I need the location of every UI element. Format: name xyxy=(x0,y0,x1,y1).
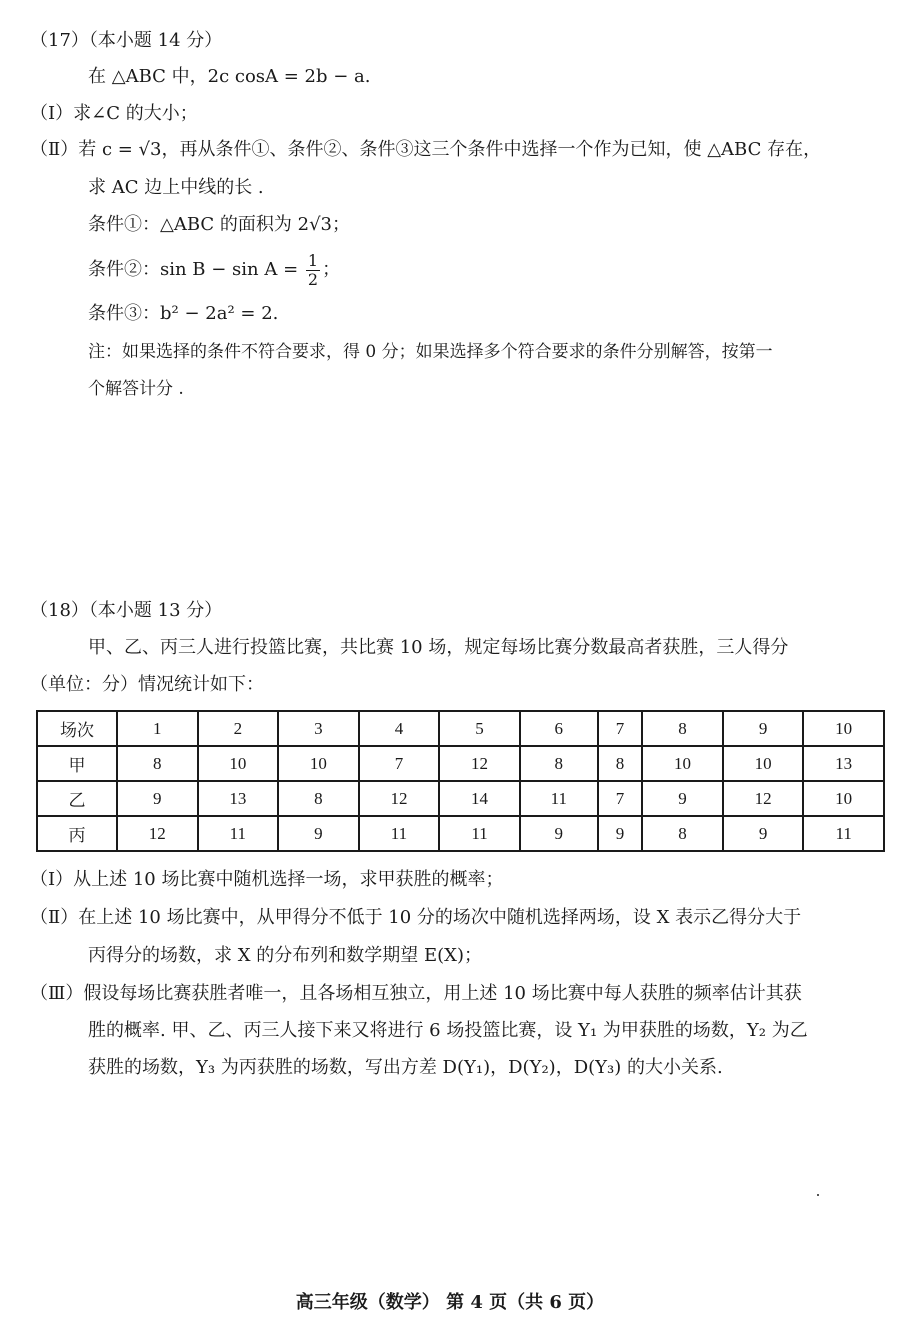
table-cell: 11 xyxy=(198,816,279,851)
fraction xyxy=(306,252,320,289)
table-cell: 11 xyxy=(520,781,598,816)
table-cell: 13 xyxy=(198,781,279,816)
table-cell: 10 xyxy=(278,746,359,781)
score-table xyxy=(36,710,885,852)
q17-condition-3: 条件③：b² − 2a² = 2. xyxy=(88,303,279,324)
table-cell: 7 xyxy=(598,711,643,746)
table-cell: 12 xyxy=(359,781,440,816)
table-cell: 12 xyxy=(439,746,520,781)
q18-part2-line1: 在上述 10 场比赛中，从甲得分不低于 10 分的场次中随机选择两场，设 X 表示乙得分大于 xyxy=(78,907,802,928)
table-cell: 9 xyxy=(278,816,359,851)
q18-part2-label: （Ⅱ） xyxy=(30,907,79,928)
q18-part2-line2: 丙得分的场数，求 X 的分布列和数学期望 E(X)； xyxy=(88,945,482,966)
table-cell: 1 xyxy=(117,711,198,746)
q17-part2-line1: 若 c = √3，再从条件①、条件②、条件③这三个条件中选择一个作为已知，使 △ABC 存在， xyxy=(78,139,822,160)
table-cell: 9 xyxy=(520,816,598,851)
fraction-numerator: 1 xyxy=(307,250,319,270)
table-cell: 8 xyxy=(117,746,198,781)
table-row xyxy=(37,711,884,746)
q18-stem-line2: （单位：分）情况统计如下： xyxy=(30,674,264,695)
table-row-header: 丙 xyxy=(37,816,117,851)
table-row xyxy=(37,781,884,816)
table-row xyxy=(37,816,884,851)
table-cell: 9 xyxy=(642,781,723,816)
q18-part3-label: （Ⅲ） xyxy=(30,983,84,1004)
q17-part1-label: （Ⅰ） xyxy=(30,103,74,124)
table-row xyxy=(37,746,884,781)
table-cell: 13 xyxy=(803,746,884,781)
q18-header: （18）（本小题 13 分） xyxy=(30,600,223,621)
q17-stem: 在 △ABC 中，2c cosA = 2b − a. xyxy=(88,66,371,87)
table-cell: 4 xyxy=(359,711,440,746)
table-cell: 10 xyxy=(723,746,804,781)
table-cell: 12 xyxy=(723,781,804,816)
q18-stem-line1: 甲、乙、丙三人进行投篮比赛，共比赛 10 场，规定每场比赛分数最高者获胜，三人得分 xyxy=(88,637,789,658)
table-cell: 8 xyxy=(642,711,723,746)
table-cell: 6 xyxy=(520,711,598,746)
table-cell: 8 xyxy=(642,816,723,851)
q18-part3-line2: 胜的概率. 甲、乙、丙三人接下来又将进行 6 场投篮比赛，设 Y₁ 为甲获胜的场数，Y₂ 为乙 xyxy=(88,1020,808,1041)
table-cell: 8 xyxy=(278,781,359,816)
q18-part1-label: （Ⅰ） xyxy=(30,869,74,890)
q18-part1-text: 从上述 10 场比赛中随机选择一场，求甲获胜的概率； xyxy=(73,869,504,890)
table-cell: 9 xyxy=(598,816,643,851)
table-cell: 3 xyxy=(278,711,359,746)
table-cell: 9 xyxy=(723,816,804,851)
table-cell: 2 xyxy=(198,711,279,746)
q17-part2-line2: 求 AC 边上中线的长 . xyxy=(88,177,264,198)
q17-header: （17）（本小题 14 分） xyxy=(30,30,223,51)
table-cell: 10 xyxy=(642,746,723,781)
q18-part3-line3: 获胜的场数，Y₃ 为丙获胜的场数，写出方差 D(Y₁)，D(Y₂)，D(Y₃) 的大小关系. xyxy=(88,1057,723,1078)
q17-condition-1: 条件①：△ABC 的面积为 2√3； xyxy=(88,214,350,235)
table-cell: 10 xyxy=(198,746,279,781)
q17-part2 xyxy=(30,137,821,163)
stray-mark xyxy=(817,1194,819,1196)
q17-note-line2: 个解答计分 . xyxy=(88,379,184,399)
q18-part3 xyxy=(30,981,802,1007)
q17-part1-text: 求∠C 的大小； xyxy=(73,103,198,124)
score-table-body xyxy=(37,711,884,851)
q17-part1 xyxy=(30,101,198,127)
table-cell: 8 xyxy=(598,746,643,781)
table-cell: 8 xyxy=(520,746,598,781)
q17-condition-2 xyxy=(88,250,340,290)
table-cell: 10 xyxy=(803,711,884,746)
table-row-header: 甲 xyxy=(37,746,117,781)
q17-note-line1: 注：如果选择的条件不符合要求，得 0 分；如果选择多个符合要求的条件分别解答，按第一 xyxy=(88,342,773,362)
table-cell: 11 xyxy=(359,816,440,851)
table-cell: 7 xyxy=(359,746,440,781)
table-cell: 12 xyxy=(117,816,198,851)
fraction-denominator: 2 xyxy=(307,269,319,289)
table-cell: 9 xyxy=(723,711,804,746)
table-cell: 10 xyxy=(803,781,884,816)
q18-part1 xyxy=(30,867,503,893)
table-cell: 9 xyxy=(117,781,198,816)
table-row-header: 乙 xyxy=(37,781,117,816)
table-cell: 7 xyxy=(598,781,643,816)
table-cell: 11 xyxy=(439,816,520,851)
table-cell: 11 xyxy=(803,816,884,851)
page-footer: 高三年级（数学） 第 4 页（共 6 页） xyxy=(295,1292,605,1313)
q17-condition-2-suffix: ； xyxy=(322,259,341,280)
table-cell: 5 xyxy=(439,711,520,746)
q18-part2 xyxy=(30,905,801,931)
q18-part3-line1: 假设每场比赛获胜者唯一，且各场相互独立，用上述 10 场比赛中每人获胜的频率估计其获 xyxy=(83,983,802,1004)
q17-part2-label: （Ⅱ） xyxy=(30,139,79,160)
table-cell: 14 xyxy=(439,781,520,816)
q17-condition-2-prefix: 条件②：sin B − sin A = xyxy=(88,259,299,280)
table-row-header: 场次 xyxy=(37,711,117,746)
